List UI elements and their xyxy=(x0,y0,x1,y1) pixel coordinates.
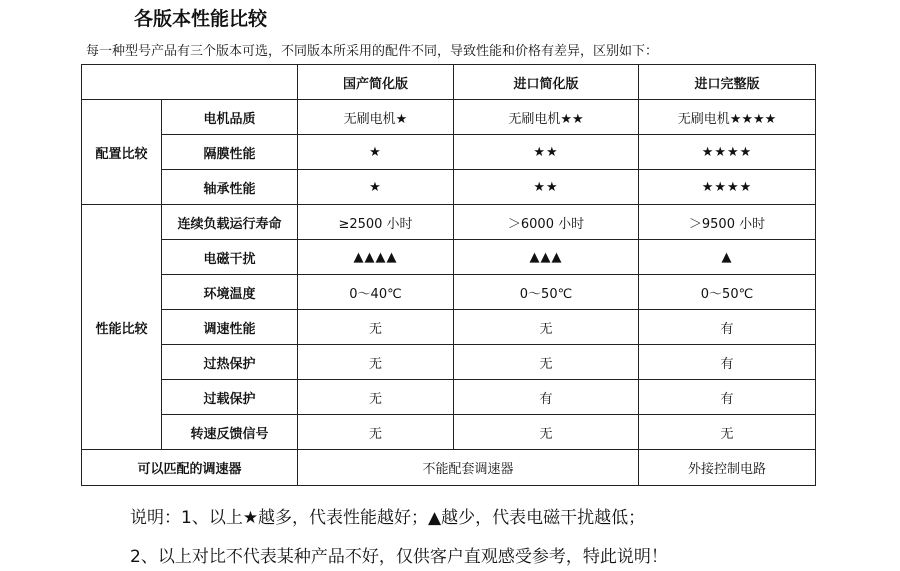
row-label: 环境温度 xyxy=(162,275,298,310)
footer-merged-cell: 不能配套调速器 xyxy=(298,450,639,486)
row-label: 调速性能 xyxy=(162,310,298,345)
cell: 无 xyxy=(454,415,639,450)
row-label: 连续负载运行寿命 xyxy=(162,205,298,240)
star-rating: ★★★★ xyxy=(639,135,816,170)
table-row xyxy=(82,240,816,275)
note-line-2: 2、以上对比不代表某种产品不好，仅供客户直观感受参考，特此说明！ xyxy=(130,547,668,567)
cell: 无刷电机★ xyxy=(298,100,454,135)
triangle-rating: ▲▲▲▲ xyxy=(298,240,454,275)
cell: 有 xyxy=(639,310,816,345)
table-footer-row xyxy=(82,450,816,486)
cell: ＞6000 小时 xyxy=(454,205,639,240)
table-row xyxy=(82,275,816,310)
row-label: 电机品质 xyxy=(162,100,298,135)
star-rating: ★ xyxy=(298,135,454,170)
footer-last-cell: 外接控制电路 xyxy=(639,450,816,486)
cell: 无 xyxy=(298,310,454,345)
cell: 无 xyxy=(639,415,816,450)
cell: 无 xyxy=(454,345,639,380)
group-label-performance: 性能比较 xyxy=(82,205,162,450)
row-label: 过载保护 xyxy=(162,380,298,415)
cell: 无 xyxy=(298,345,454,380)
cell: ＞9500 小时 xyxy=(639,205,816,240)
group-label-config: 配置比较 xyxy=(82,100,162,205)
table-row xyxy=(82,345,816,380)
row-label: 隔膜性能 xyxy=(162,135,298,170)
cell: 无 xyxy=(298,415,454,450)
triangle-rating: ▲ xyxy=(639,240,816,275)
cell: 无 xyxy=(454,310,639,345)
note-line-1: 说明：1、以上★越多，代表性能越好；▲越少，代表电磁干扰越低； xyxy=(130,508,646,528)
header-col-import-simplified: 进口简化版 xyxy=(454,65,639,100)
cell: 无刷电机★★★★ xyxy=(639,100,816,135)
table-row xyxy=(82,205,816,240)
row-label: 过热保护 xyxy=(162,345,298,380)
page-title: 各版本性能比较 xyxy=(134,8,268,30)
header-corner xyxy=(82,65,298,100)
table-row xyxy=(82,380,816,415)
footer-label: 可以匹配的调速器 xyxy=(82,450,298,486)
star-rating: ★★ xyxy=(454,170,639,205)
table-header-row xyxy=(82,65,816,100)
star-rating: ★ xyxy=(298,170,454,205)
cell: 无刷电机★★ xyxy=(454,100,639,135)
intro-text: 每一种型号产品有三个版本可选，不同版本所采用的配件不同，导致性能和价格有差异，区别如下： xyxy=(86,44,659,59)
table-row xyxy=(82,135,816,170)
cell: 有 xyxy=(639,380,816,415)
table-row xyxy=(82,310,816,345)
star-rating: ★★★★ xyxy=(639,170,816,205)
header-col-domestic-simplified: 国产简化版 xyxy=(298,65,454,100)
row-label: 电磁干扰 xyxy=(162,240,298,275)
table-row xyxy=(82,100,816,135)
cell: 有 xyxy=(454,380,639,415)
cell: 0～40℃ xyxy=(298,275,454,310)
row-label: 转速反馈信号 xyxy=(162,415,298,450)
comparison-table xyxy=(81,64,816,486)
header-col-import-full: 进口完整版 xyxy=(639,65,816,100)
cell: 无 xyxy=(298,380,454,415)
cell: 0～50℃ xyxy=(639,275,816,310)
table-row xyxy=(82,170,816,205)
row-label: 轴承性能 xyxy=(162,170,298,205)
triangle-rating: ▲▲▲ xyxy=(454,240,639,275)
cell: 0～50℃ xyxy=(454,275,639,310)
cell: 有 xyxy=(639,345,816,380)
table-row xyxy=(82,415,816,450)
star-rating: ★★ xyxy=(454,135,639,170)
cell: ≥2500 小时 xyxy=(298,205,454,240)
